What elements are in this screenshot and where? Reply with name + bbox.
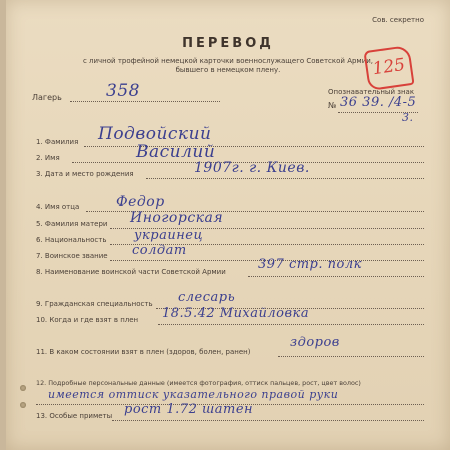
field-8-line xyxy=(248,276,424,277)
field-4-label: 4. Имя отца xyxy=(36,203,80,211)
form-title: ПЕРЕВОД xyxy=(182,36,274,51)
field-13-line xyxy=(112,420,424,421)
field-12-label: 12. Подробные персональные данные (имеется фотография, оттиск пальцев, рост, цвет волос) xyxy=(36,379,361,387)
field-11-line xyxy=(278,356,424,357)
reg-prefix: № xyxy=(328,101,337,110)
secret-label: Сов. секретно xyxy=(372,16,424,24)
form-sheet xyxy=(6,0,450,450)
field-8-value: 397 стр. полк xyxy=(258,257,362,272)
field-6-label: 6. Национальность xyxy=(36,236,107,244)
field-10-line xyxy=(158,324,424,325)
field-13-value: рост 1.72 шатен xyxy=(124,402,254,417)
reg-label: Опознавательный знак xyxy=(328,88,415,96)
field-8-label: 8. Наименование воинской части Советской Армии xyxy=(36,268,226,276)
field-6-value: украинец xyxy=(134,228,204,243)
subtitle-line: бывшего в немецком плену. xyxy=(175,66,281,74)
field-2-value: Василий xyxy=(136,142,216,162)
camp-label: Лагерь xyxy=(32,93,62,102)
field-3-value: 1907г. г. Киев. xyxy=(194,160,310,176)
subtitle-line: с личной трофейной немецкой карточки военнослужащего Советской Армии, xyxy=(82,57,374,65)
field-1-line xyxy=(84,146,424,147)
field-10-value: 18.5.42 Михайловка xyxy=(162,306,310,321)
field-9-value: слесарь xyxy=(178,290,236,305)
field-13-label: 13. Особые приметы xyxy=(36,412,113,420)
punch-hole xyxy=(20,402,26,408)
field-11-value: здоров xyxy=(290,335,340,350)
camp-line xyxy=(70,101,220,102)
field-10-label: 10. Когда и где взят в плен xyxy=(36,316,139,324)
field-4-value: Федор xyxy=(116,194,165,210)
field-1-value: Подвойский xyxy=(98,124,212,144)
reg-line xyxy=(338,112,418,113)
field-3-label: 3. Дата и место рождения xyxy=(36,170,134,178)
red-stamp: 125 xyxy=(363,45,414,91)
field-12-value: имеется оттиск указательного правой руки xyxy=(48,388,339,401)
field-11-label: 11. В каком состоянии взят в плен (здоров, болен, ранен) xyxy=(36,348,251,356)
field-5-label: 5. Фамилия матери xyxy=(36,220,108,228)
punch-hole xyxy=(20,385,26,391)
field-5-value: Иногорская xyxy=(130,210,224,226)
field-7-label: 7. Воинское звание xyxy=(36,252,108,260)
camp-value: 358 xyxy=(106,81,140,101)
field-3-line xyxy=(146,178,424,179)
field-7-value: солдат xyxy=(132,243,187,258)
reg-value: 36 39. /4-5 xyxy=(340,95,417,110)
field-2-label: 2. Имя xyxy=(36,154,60,162)
field-9-label: 9. Гражданская специальность xyxy=(36,300,153,308)
reg-sub: 3. xyxy=(402,111,414,124)
field-1-label: 1. Фамилия xyxy=(36,138,79,146)
